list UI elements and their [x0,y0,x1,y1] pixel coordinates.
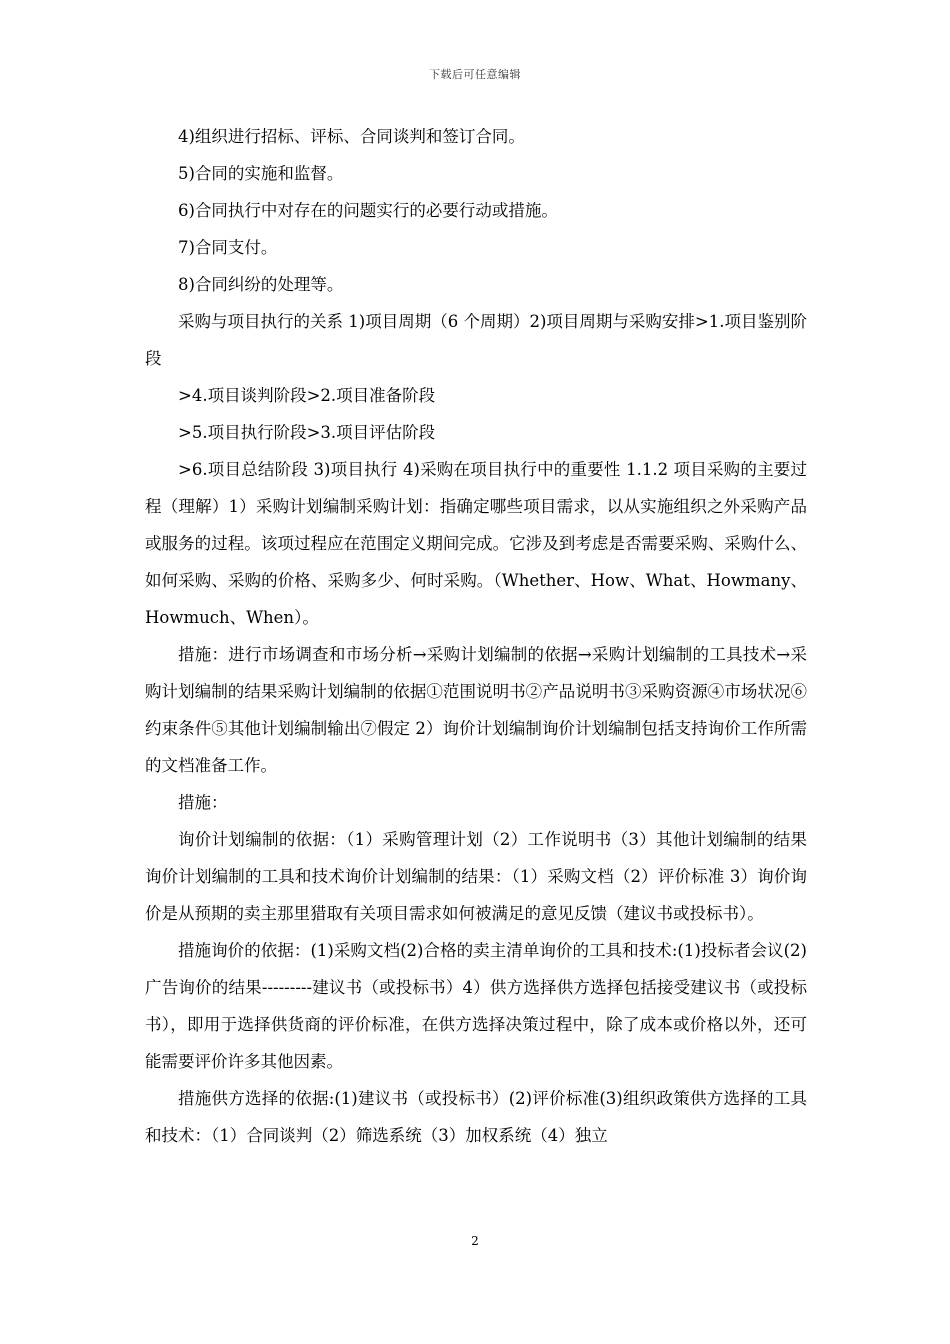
paragraph: 4)组织进行招标、评标、合同谈判和签订合同。 [178,127,525,146]
paragraph: 措施询价的依据：(1)采购文档(2)合格的卖主清单询价的工具和技术:(1)投标者会议(2)广告询价的结果---------建议书（或投标书）4）供方选择供方选择包括接受建议书（或投标书），即用于选择供货商的评价标准，在供方选择决策过程中，除了成本或价格以外，还可能需要评价许多其他因素。 [145,941,807,1071]
paragraph: 询价计划编制的依据：（1）采购管理计划（2）工作说明书（3）其他计划编制的结果询价计划编制的工具和技术询价计划编制的结果：（1）采购文档（2）评价标准 3）询价询价是从预期的卖主那里猎取有关项目需求如何被满足的意见反馈（建议书或投标书）。 [145,830,807,923]
paragraph: 措施：进行市场调查和市场分析→采购计划编制的依据→采购计划编制的工具技术→采购计划编制的结果采购计划编制的依据①范围说明书②产品说明书③采购资源④市场状况⑥约束条件⑤其他计划编制输出⑦假定 2）询价计划编制询价计划编制包括支持询价工作所需的文档准备工作。 [145,645,807,775]
paragraph: 7)合同支付。 [178,238,278,257]
paragraph: 采购与项目执行的关系 1)项目周期（6 个周期）2)项目周期与采购安排>1.项目鉴别阶段 [145,312,807,368]
paragraph: >4.项目谈判阶段>2.项目准备阶段 [178,386,436,405]
paragraph: 8)合同纠纷的处理等。 [178,275,344,294]
paragraph: 措施供方选择的依据:(1)建议书（或投标书）(2)评价标准(3)组织政策供方选择的工具和技术：（1）合同谈判（2）筛选系统（3）加权系统（4）独立 [145,1089,807,1145]
page-number: 2 [471,1234,479,1248]
page-header: 下载后可任意编辑 [429,68,521,81]
paragraph: 6)合同执行中对存在的问题实行的必要行动或措施。 [178,201,558,220]
paragraph: 5)合同的实施和监督。 [178,164,344,183]
paragraph: >5.项目执行阶段>3.项目评估阶段 [178,423,436,442]
document-body [145,118,807,1154]
paragraph: >6.项目总结阶段 3)项目执行 4)采购在项目执行中的重要性 1.1.2 项目采购的主要过程（理解）1）采购计划编制采购计划：指确定哪些项目需求，以从实施组织之外采购产品或服务的过程。该项过程应在范围定义期间完成。它涉及到考虑是否需要采购、采购什么、如何采购、采购的价格、采购多少、何时采购。（Whether、How、What、Howmany、Howmuch、When）。 [145,460,807,627]
paragraph: 措施： [178,793,228,812]
